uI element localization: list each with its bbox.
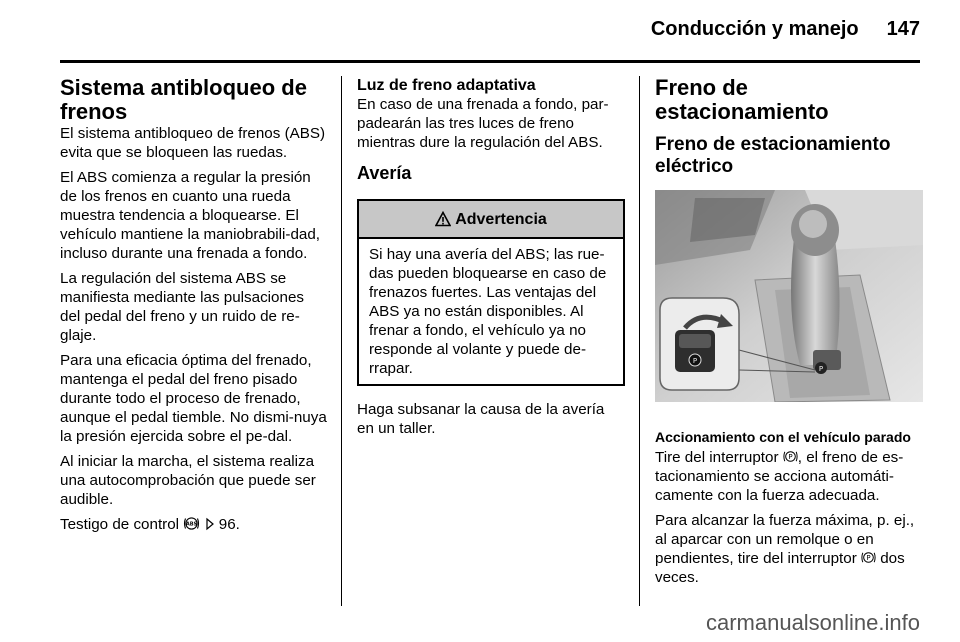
electric-parking-brake-subheading: Freno de estacionamiento eléctrico (655, 134, 891, 177)
column-brake-light (357, 76, 625, 444)
abs-paragraph-2: El ABS comienza a regular la presión de los frenos en cuanto una rueda muestra tendencia a bloquearse. El vehículo mantiene la maniobrabili-dad, incluso durante una frenada a fondo. (60, 169, 321, 262)
abs-heading: Sistema antibloqueo de frenos (60, 75, 307, 124)
warning-triangle-icon (435, 211, 451, 227)
brake-light-paragraph: En caso de una frenada a fondo, par-padearán las tres luces de freno mientras dure la regulación del ABS. (357, 96, 609, 151)
abs-paragraph-1: El sistema antibloqueo de frenos (ABS) evita que se bloqueen las ruedas. (60, 125, 326, 161)
parking-brake-figure (655, 190, 923, 402)
paragraph-2-start: Para alcanzar la fuerza máxima, p. ej., al aparcar con un remolque o en pendientes, tire del interruptor (655, 512, 915, 567)
page-number: 147 (886, 18, 920, 40)
testigo-text: Testigo de control (60, 516, 180, 533)
paragraph-2-end: dos veces. (655, 550, 905, 586)
warning-title: Advertencia (455, 210, 547, 228)
abs-paragraph-5: Al iniciar la marcha, el sistema realiza una autocomprobación que puede ser audible. (60, 453, 316, 508)
warning-box (357, 199, 625, 386)
abs-testigo-line (60, 515, 328, 534)
warning-header (359, 201, 623, 239)
column-abs (60, 76, 328, 540)
abs-warning-icon (183, 516, 200, 531)
abs-paragraph-4: Para una eficacia óptima del frenado, mantenga el pedal del freno pisado durante todo el proceso de frenado, aunque el pedal tiemble. No dismi-nuya la presión ejercida sobre el pe-dal. (60, 352, 327, 445)
column-divider-2 (639, 76, 640, 606)
svg-text:ABS: ABS (186, 521, 198, 528)
page-header (651, 18, 920, 41)
column-parking-brake (655, 76, 923, 593)
parking-brake-switch-icon (861, 550, 876, 565)
parking-brake-paragraph-1 (655, 448, 923, 505)
parking-brake-paragraph-2 (655, 511, 923, 587)
paragraph-1-start: Tire del interruptor (655, 449, 779, 466)
header-rule (60, 60, 920, 63)
warning-text: Si hay una avería del ABS; las rue-das pueden bloquearse en caso de frenazos fuertes. Las ventajas del ABS ya no están disponibles. Al frenar a fondo, el vehículo ya no responde al volante y puede de-rrapar. (369, 246, 607, 377)
section-title: Conducción y manejo (650, 18, 859, 40)
svg-text:P: P (692, 357, 698, 365)
parking-brake-switch-icon (783, 449, 798, 464)
abs-paragraph-3: La regulación del sistema ABS se manifiesta mediante las pulsaciones del pedal del freno y un ruido de re-glaje. (60, 270, 304, 344)
svg-text:P: P (866, 554, 871, 562)
fault-heading: Avería (357, 163, 412, 183)
page-reference-icon (205, 517, 215, 531)
column-divider-1 (341, 76, 342, 606)
parking-brake-heading: Freno de estacionamiento (655, 75, 829, 124)
brake-light-heading: Luz de freno adaptativa (357, 77, 536, 94)
paragraph-1-end: , el freno de es-tacionamiento se acciona automáti-camente con la fuerza adecuada. (655, 449, 904, 504)
figure-caption-heading: Accionamiento con el vehículo parado (655, 429, 911, 445)
svg-text:P: P (818, 365, 824, 373)
repair-paragraph: Haga subsanar la causa de la avería en un taller. (357, 401, 605, 437)
testigo-page-ref: 96. (218, 516, 240, 533)
watermark: carmanualsonline.info (705, 610, 920, 635)
svg-text:P: P (788, 453, 793, 461)
